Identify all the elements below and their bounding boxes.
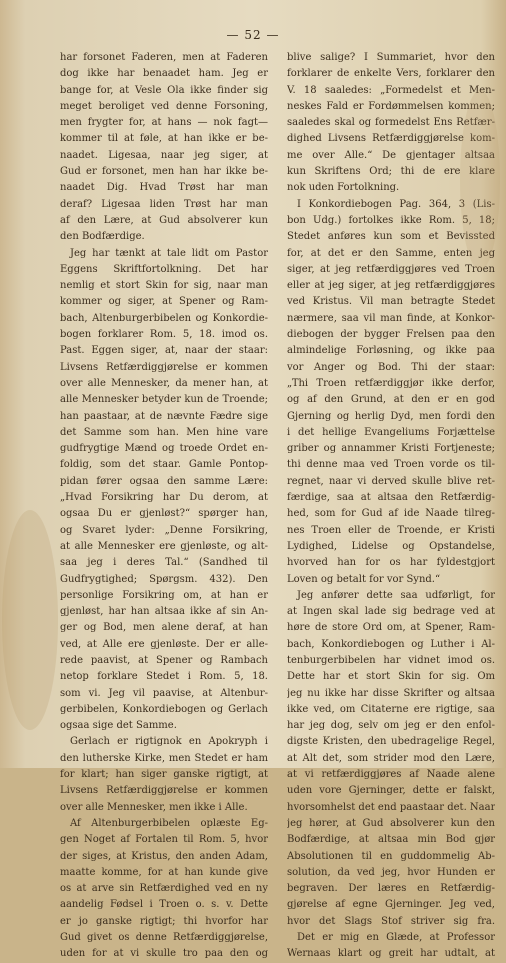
text-line: bon Udg.) fortolkes ikke Rom. 5, 18; xyxy=(287,214,495,226)
text-line: jeg nu ikke har disse Skrifter og altsaa xyxy=(287,687,495,699)
text-line: alle Mennesker betyder kun de Troende; xyxy=(60,394,268,406)
text-line: Stedet anføres kun som et Bevissted xyxy=(287,231,495,243)
text-line: men frygter for, at hans — nok fagt— xyxy=(60,117,268,129)
text-line: hvorved han for os har fyldestgjort xyxy=(287,557,495,569)
text-line: gjenløst, har han altsaa ikke af sin An- xyxy=(60,606,268,618)
text-line: aandelig Fødsel i Troen o. s. v. Dette xyxy=(60,899,268,911)
text-line: „Thi Troen retfærdiggjør ikke derfor, xyxy=(287,377,495,389)
text-line: Past. Eggen siger, at, naar der staar: xyxy=(60,345,268,357)
text-line: uden for at vi skulle tro paa den og xyxy=(60,948,268,960)
text-line: det Samme som han. Men hine vare xyxy=(60,426,268,438)
text-line: maatte komme, for at han kunde give xyxy=(60,866,268,878)
text-line: uden vore Gjerninger, dette er falskt, xyxy=(287,785,495,797)
text-line: af den Lære, at Gud absolverer kun xyxy=(60,214,268,226)
text-line: Eggens Skriftfortolkning. Det har xyxy=(60,263,268,275)
text-line: eller at jeg siger, at jeg retfærdiggjøres xyxy=(287,280,495,292)
text-line: bange for, at Vesle Ola ikke finder sig xyxy=(60,84,268,96)
text-line: me over Alle.“ De gjentager altsaa xyxy=(287,149,495,161)
text-line: diebogen der bygger Frelsen paa den xyxy=(287,329,495,341)
text-line: for, at det er den Samme, enten jeg xyxy=(287,247,495,259)
text-line: har jeg dog, selv om jeg er den enfol- xyxy=(287,720,495,732)
text-line: den lutherske Kirke, men Stedet er ham xyxy=(60,752,268,764)
text-line: tenburgerbibelen har vidnet imod os. xyxy=(287,654,495,666)
text-line: netop forklare Stedet i Rom. 5, 18. xyxy=(60,671,268,683)
text-line: den Bodfærdige. xyxy=(60,231,145,243)
text-line: at vi retfærdiggjøres af Naade alene xyxy=(287,769,495,781)
text-line: at alle Mennesker ere gjenløste, og alt- xyxy=(60,540,268,552)
text-line: Gudfrygtighed; Spørgsm. 432). Den xyxy=(60,573,268,585)
text-line: siger, at jeg retfærdiggjøres ved Troen xyxy=(287,263,495,275)
text-line: ved Kristus. Vil man betragte Stedet xyxy=(287,296,495,308)
text-line: solution, da ved jeg, hvor Hunden er xyxy=(287,866,495,878)
text-line: blive salige? I Summariet, hvor den xyxy=(287,52,495,63)
text-line: hvor det Slags Stof striver sig fra. xyxy=(287,915,495,927)
text-line: bach, Altenburgerbibelen og Konkordie- xyxy=(60,312,268,324)
text-line: Dette har et stort Skin for sig. Om xyxy=(287,671,495,683)
text-line: personlige Forsikring om, at han er xyxy=(60,589,268,601)
text-line: I Konkordiebogen Pag. 364, 3 (Lis- xyxy=(297,198,495,210)
text-line: ogsaa Du er gjenløst?“ spørger han, xyxy=(60,508,268,520)
text-line: har forsonet Faderen, men at Faderen xyxy=(60,52,268,63)
text-line: kun Skriftens Ord; thi de ere klare xyxy=(287,166,495,178)
text-line: Loven og betalt for vor Synd.“ xyxy=(287,573,441,585)
text-line: ger og Bod, men alene deraf, at han xyxy=(60,622,268,634)
text-line: naadet. Ligesaa, naar jeg siger, at xyxy=(60,149,268,161)
text-line: færdige, saa at altsaa den Retfærdig- xyxy=(287,492,495,504)
text-line: Gud er forsonet, men han har ikke be- xyxy=(60,166,268,178)
text-line: der siges, at Kristus, den anden Adam, xyxy=(60,850,268,862)
text-line: ogsaa sige det Samme. xyxy=(60,720,177,732)
text-line: almindelige Forløsning, og ikke paa xyxy=(287,345,495,357)
page-number: — 52 — xyxy=(226,28,280,42)
text-line: i det hellige Evangeliums Forjættelse xyxy=(287,426,495,438)
text-line: foldig, som det staar. Gamle Pontop- xyxy=(60,459,268,471)
text-line: V. 18 saaledes: „Formedelst et Men- xyxy=(287,84,495,96)
text-line: os at arve sin Retfærdighed ved en ny xyxy=(60,883,268,895)
text-line: dighed Livsens Retfærdiggjørelse kom- xyxy=(287,133,495,145)
text-line: nok uden Fortolkning. xyxy=(287,182,400,194)
text-line: ikke ved, om Citaterne ere rigtige, saa xyxy=(287,703,495,715)
text-line: dog ikke har benaadet ham. Jeg er xyxy=(60,68,268,80)
text-line: er jo ganske rigtigt; thi hvorfor har xyxy=(60,915,268,927)
text-line: over alle Mennesker, men ikke i Alle. xyxy=(60,801,248,813)
text-line: Gjerning og herlig Dyd, men fordi den xyxy=(287,410,495,422)
text-line: Gud givet os denne Retfærdiggjørelse, xyxy=(60,932,268,944)
text-line: Af Altenburgerbibelen oplæste Eg- xyxy=(70,817,268,829)
text-line: for klart; han siger ganske rigtigt, at xyxy=(60,769,268,781)
text-line: nemlig et stort Skin for sig, naar man xyxy=(60,280,268,292)
text-line: griber og annammer Kristi Fortjeneste; xyxy=(287,443,495,455)
text-line: at Alt det, som strider mod den Lære, xyxy=(287,752,495,764)
text-line: thi denne maa ved Troen vorde os til- xyxy=(287,459,495,471)
text-line: Livsens Retfærdiggjørelse er kommen xyxy=(60,785,268,797)
text-line: gerbibelen, Konkordiebogen og Gerlach xyxy=(60,703,268,715)
text-line: gen Noget af Fortalen til Rom. 5, hvor xyxy=(60,834,268,846)
text-line: hed, som for Gud af ide Naade tilreg- xyxy=(287,508,495,520)
text-line: vor Anger og Bod. Thi der staar: xyxy=(287,361,495,373)
text-line: høre de store Ord om, at Spener, Ram- xyxy=(287,622,495,634)
text-line: hvorsomhelst det end paastaar det. Naar xyxy=(287,801,495,813)
text-line: Absolutionen til en guddommelig Ab- xyxy=(287,850,495,862)
text-line: Lydighed, Lidelse og Opstandelse, xyxy=(287,540,495,552)
text-line: Jeg har tænkt at tale lidt om Pastor xyxy=(70,247,268,259)
text-line: Gerlach er rigtignok en Apokryph i xyxy=(70,736,268,748)
text-line: saa jeg i deres Tal.“ (Sandhed til xyxy=(60,557,268,569)
text-line: og af den Grund, at den er en god xyxy=(287,394,495,406)
text-line: rede paavist, at Spener og Rambach xyxy=(60,654,268,666)
text-line: og Svaret lyder: „Denne Forsikring, xyxy=(60,524,268,536)
text-line: han paastaar, at de nævnte Fædre sige xyxy=(60,410,268,422)
text-line: saaledes skal og formedelst Ens Retfær- xyxy=(287,117,495,129)
text-line: bach, Konkordiebogen og Luther i Al- xyxy=(287,638,495,650)
text-line: Wernaas klart og greit har udtalt, at xyxy=(287,948,495,960)
text-line: kommer og siger, at Spener og Ram- xyxy=(60,296,268,308)
text-line: naadet Dig. Hvad Trøst har man xyxy=(60,182,268,194)
text-line: digste Kristen, den ubedragelige Regel, xyxy=(287,736,495,748)
text-line: pidan fører ogsaa den samme Lære: xyxy=(60,475,268,487)
text-line: Jeg anfører dette saa udførligt, for xyxy=(297,589,495,601)
text-line: Livsens Retfærdiggjørelse er kommen xyxy=(60,361,268,373)
text-line: regnet, naar vi derved skulle blive ret- xyxy=(287,475,495,487)
left-text-column xyxy=(60,50,268,963)
text-line: Det er mig en Glæde, at Professor xyxy=(297,932,495,944)
text-line: nærmere, saa vil man finde, at Konkor- xyxy=(287,312,495,324)
text-line: kommer til at føle, at han ikke er be- xyxy=(60,133,268,145)
text-line: over alle Mennesker, da mener han, at xyxy=(60,377,268,389)
text-line: nes Troen eller de Troende, er Kristi xyxy=(287,524,495,536)
text-line: forklarer de enkelte Vers, forklarer den xyxy=(287,68,495,80)
right-text-column xyxy=(287,50,495,963)
text-line: meget beroliget ved denne Forsoning, xyxy=(60,100,268,112)
text-line: at Ingen skal lade sig bedrage ved at xyxy=(287,606,495,618)
text-line: jeg hører, at Gud absolverer kun den xyxy=(287,817,495,829)
text-line: „Hvad Forsikring har Du derom, at xyxy=(60,492,268,504)
text-line: neskes Fald er Fordømmelsen kommen; xyxy=(287,100,495,112)
text-line: gudfrygtige Mænd og troede Ordet en- xyxy=(60,443,268,455)
text-line: gjørelse af egne Gjerninger. Jeg ved, xyxy=(287,899,495,911)
text-line: som vi. Jeg vil paavise, at Altenbur- xyxy=(60,687,268,699)
text-line: bogen forklarer Rom. 5, 18. imod os. xyxy=(60,329,268,341)
text-line: begraven. Der læres en Retfærdig- xyxy=(287,883,495,895)
text-line: deraf? Ligesaa liden Trøst har man xyxy=(60,198,268,210)
text-line: Bodfærdige, at altsaa min Bod gjør xyxy=(287,834,495,846)
text-line: ved, at Alle ere gjenløste. Der er alle- xyxy=(60,638,268,650)
